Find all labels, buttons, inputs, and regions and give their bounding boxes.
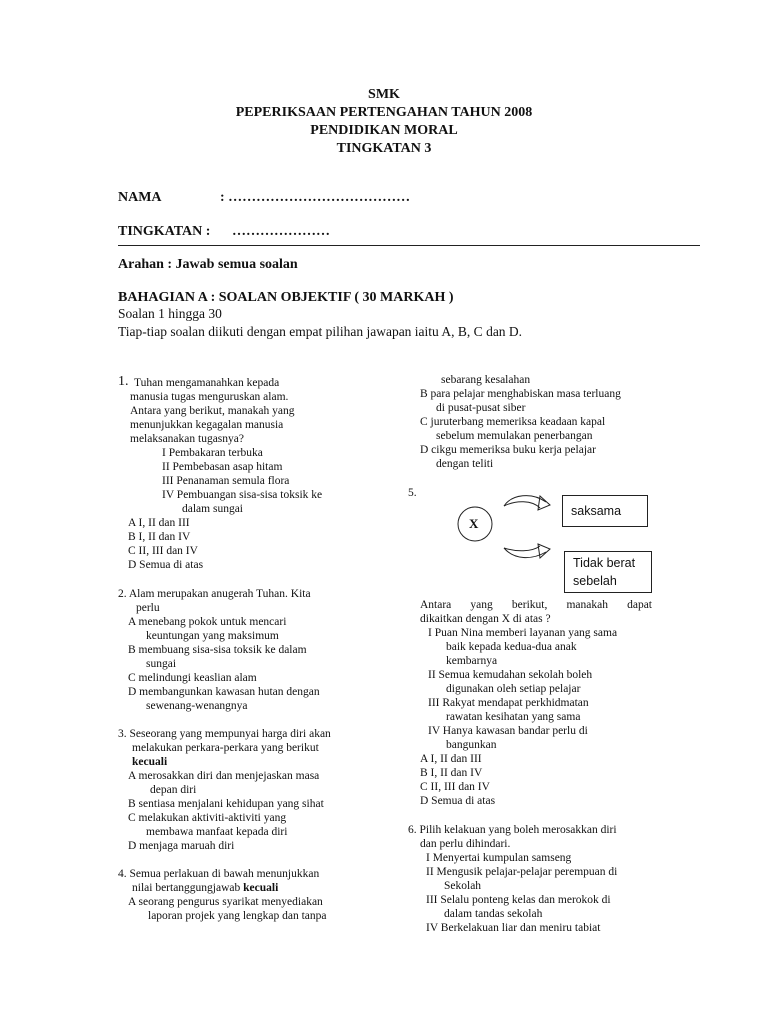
level-title: TINGKATAN 3 xyxy=(336,141,432,156)
q3-option-d: D menjaga maruah diri xyxy=(128,840,235,852)
q6-item-4: IV Berkelakuan liar dan meniru tabiat xyxy=(426,922,601,934)
q3-option-a-2: depan diri xyxy=(150,784,197,796)
q5-item-1b: baik kepada kedua-dua anak xyxy=(446,641,577,653)
q2-option-a-2: keuntungan yang maksimum xyxy=(146,630,279,642)
q5-box-tidak-berat-sebelah xyxy=(564,551,652,593)
question-range: Soalan 1 hingga 30 xyxy=(118,306,222,321)
q4-option-b-2: di pusat-pusat siber xyxy=(436,402,526,414)
header-divider xyxy=(118,245,700,246)
q4-option-a-3: sebarang kesalahan xyxy=(441,374,531,386)
q6-item-1: I Menyertai kumpulan samseng xyxy=(426,852,572,864)
nama-label: NAMA xyxy=(118,190,162,205)
instruction-note: Tiap-tiap soalan diikuti dengan empat pilihan jawapan iaitu A, B, C dan D. xyxy=(118,324,523,339)
nama-field[interactable]: : ………………………………… xyxy=(220,190,411,205)
q1-stem-5: melaksanakan tugasnya? xyxy=(130,433,244,445)
q1-item-1: I Pembakaran terbuka xyxy=(162,447,263,459)
q6-item-2b: Sekolah xyxy=(444,880,482,892)
q3-option-b: B sentiasa menjalani kehidupan yang sihat xyxy=(128,798,324,810)
q2-option-c: C melindungi keaslian alam xyxy=(128,672,257,684)
q5-circle-label: X xyxy=(469,516,479,531)
q2-option-d-1: D membangunkan kawasan hutan dengan xyxy=(128,686,320,698)
q2-stem-2: perlu xyxy=(136,602,160,614)
q1-stem-3: Antara yang berikut, manakah yang xyxy=(130,405,295,417)
q4-option-c-1: C juruterbang memeriksa keadaan kapal xyxy=(420,416,606,428)
q5-box-saksama: saksama xyxy=(562,495,648,527)
q3-option-a-1: A merosakkan diri dan menjejaskan masa xyxy=(128,770,320,782)
q2-option-d-2: sewenang-wenangnya xyxy=(146,700,248,712)
q1-option-c: C II, III dan IV xyxy=(128,545,198,557)
q4-option-b-1: B para pelajar menghabiskan masa terluang xyxy=(420,388,621,400)
q4-option-a-2: laporan projek yang lengkap dan tanpa xyxy=(148,910,327,922)
q5-box2-line2: sebelah xyxy=(573,574,617,588)
q5-stem-2: dikaitkan dengan X di atas ? xyxy=(420,613,551,625)
q5-item-3a: III Rakyat mendapat perkhidmatan xyxy=(428,697,589,709)
arahan: Arahan : Jawab semua soalan xyxy=(118,257,298,272)
q2-option-a-1: A menebang pokok untuk mencari xyxy=(128,616,287,628)
tingkatan-field[interactable]: ………………… xyxy=(232,224,330,239)
q5-number: 5. xyxy=(408,487,417,499)
exam-title: PEPERIKSAAN PERTENGAHAN TAHUN 2008 xyxy=(235,105,533,120)
q5-item-2a: II Semua kemudahan sekolah boleh xyxy=(428,669,593,681)
q2-stem-1: 2. Alam merupakan anugerah Tuhan. Kita xyxy=(118,588,311,600)
q5-arrow-upper xyxy=(504,496,550,510)
subject-title: PENDIDIKAN MORAL xyxy=(310,123,458,138)
q2-option-b-1: B membuang sisa-sisa toksik ke dalam xyxy=(128,644,307,656)
q6-item-3b: dalam tandas sekolah xyxy=(444,908,543,920)
q4-option-d-1: D cikgu memeriksa buku kerja pelajar xyxy=(420,444,596,456)
q4-stem-2 xyxy=(132,881,278,895)
q3-stem-2: melakukan perkara-perkara yang berikut xyxy=(132,742,319,754)
q3-option-c-2: membawa manfaat kepada diri xyxy=(146,826,288,838)
q5-option-a: A I, II dan III xyxy=(420,753,482,765)
q3-option-c-1: C melakukan aktiviti-aktiviti yang xyxy=(128,812,287,824)
q4-stem-1: 4. Semua perlakuan di bawah menunjukkan xyxy=(118,868,320,880)
q5-option-d: D Semua di atas xyxy=(420,795,496,807)
q1-number: 1. xyxy=(118,374,129,389)
q4-option-a-1: A seorang pengurus syarikat menyediakan xyxy=(128,896,323,908)
q1-option-b: B I, II dan IV xyxy=(128,531,191,543)
q5-item-3b: rawatan kesihatan yang sama xyxy=(446,711,581,723)
q5-item-2b: digunakan oleh setiap pelajar xyxy=(446,683,581,695)
q1-item-4b: dalam sungai xyxy=(182,503,243,515)
q1-stem-1: Tuhan mengamanahkan kepada xyxy=(134,377,280,389)
q4-option-c-2: sebelum memulakan penerbangan xyxy=(436,430,593,442)
q6-item-2a: II Mengusik pelajar-pelajar perempuan di xyxy=(426,866,618,878)
q5-arrow-lower xyxy=(504,544,550,558)
q1-item-4a: IV Pembuangan sisa-sisa toksik ke xyxy=(162,489,323,501)
q1-item-2: II Pembebasan asap hitam xyxy=(162,461,283,473)
q4-option-d-2: dengan teliti xyxy=(436,458,494,470)
q5-item-4a: IV Hanya kawasan bandar perlu di xyxy=(428,725,588,737)
q6-stem-1: 6. Pilih kelakuan yang boleh merosakkan diri xyxy=(408,824,617,836)
tingkatan-label: TINGKATAN : xyxy=(118,224,211,239)
q5-diagram xyxy=(440,488,570,568)
q6-item-3a: III Selalu ponteng kelas dan merokok di xyxy=(426,894,611,906)
q5-box2-line1: Tidak berat xyxy=(573,556,636,570)
school-name: SMK xyxy=(368,87,400,102)
q2-option-b-2: sungai xyxy=(146,658,177,670)
q3-stem-3: kecuali xyxy=(132,756,168,768)
q5-option-c: C II, III dan IV xyxy=(420,781,490,793)
q4-stem-2-text: nilai bertanggungjawab xyxy=(132,882,244,894)
q5-item-1c: kembarnya xyxy=(446,655,498,667)
q1-option-a: A I, II dan III xyxy=(128,517,190,529)
q6-stem-2: dan perlu dihindari. xyxy=(420,838,511,850)
q4-kecuali: kecuali xyxy=(243,882,279,894)
section-title: BAHAGIAN A : SOALAN OBJEKTIF ( 30 MARKAH ) xyxy=(118,290,454,305)
q1-stem-2: manusia tugas menguruskan alam. xyxy=(130,391,289,403)
q5-item-4b: bangunkan xyxy=(446,739,497,751)
q1-item-3: III Penanaman semula flora xyxy=(162,475,290,487)
q3-stem-1: 3. Seseorang yang mempunyai harga diri akan xyxy=(118,728,331,740)
q5-item-1a: I Puan Nina memberi layanan yang sama xyxy=(428,627,618,639)
q1-option-d: D Semua di atas xyxy=(128,559,204,571)
q1-stem-4: menunjukkan kegagalan manusia xyxy=(130,419,284,431)
q5-option-b: B I, II dan IV xyxy=(420,767,483,779)
q5-stem-1: Antara yang berikut, manakah dapat xyxy=(420,599,652,611)
